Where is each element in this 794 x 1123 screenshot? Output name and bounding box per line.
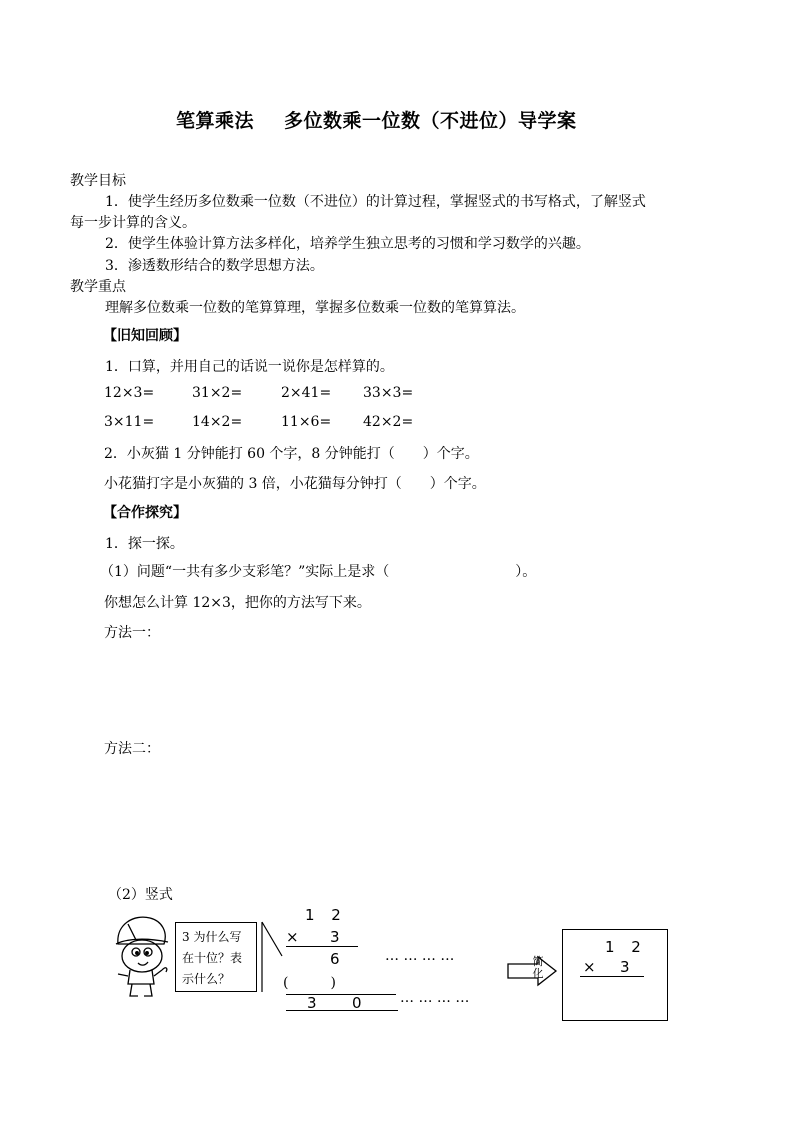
question-bubble: 3 为什么写在十位？表示什么？ bbox=[175, 922, 257, 992]
simplified-top-number: 1 2 bbox=[605, 938, 647, 956]
title-part2: 多位数乘一位数（不进位）导学案 bbox=[284, 110, 577, 132]
partial-product-paren: ( ) bbox=[283, 975, 336, 991]
pointer-line bbox=[260, 920, 284, 996]
vertical-multiplier: 3 bbox=[330, 928, 340, 946]
review-question-3: 小花猫打字是小灰猫的 3 倍，小花猫每分钟打（ ）个字。 bbox=[104, 476, 486, 492]
vertical-divider-1 bbox=[286, 946, 358, 947]
vertical-divider-3 bbox=[286, 1010, 398, 1011]
review-question-1: 1．口算，并用自己的话说一说你是怎样算的。 bbox=[105, 359, 394, 375]
oral-math-item: 2×41= bbox=[281, 385, 332, 401]
simplify-label: 简化 bbox=[532, 955, 544, 980]
goal-item-2: 2．使学生体验计算方法多样化，培养学生独立思考的习惯和学习数学的兴趣。 bbox=[105, 236, 590, 252]
simplified-multiplier: 3 bbox=[620, 958, 630, 976]
oral-math-item: 12×3= bbox=[104, 385, 155, 401]
oral-math-item: 42×2= bbox=[363, 414, 414, 430]
ellipsis-row-2: … … … … bbox=[400, 990, 470, 1006]
oral-math-item: 31×2= bbox=[192, 385, 243, 401]
ellipsis-row-1: … … … … bbox=[385, 948, 455, 964]
oral-math-item: 11×6= bbox=[281, 414, 332, 430]
review-heading: 【旧知回顾】 bbox=[103, 328, 187, 344]
explore-think: 你想怎么计算 12×3，把你的方法写下来。 bbox=[104, 595, 371, 611]
partial-product-2-tens: 3 bbox=[307, 994, 317, 1012]
page-title bbox=[176, 106, 577, 133]
partial-product-1: 6 bbox=[330, 950, 340, 968]
method-two-label: 方法二： bbox=[104, 741, 160, 757]
goal-item-1-line1: 1．使学生经历多位数乘一位数（不进位）的计算过程，掌握竖式的书写格式，了解竖式 bbox=[105, 194, 646, 210]
explore-sub-1: （1）问题“一共有多少支彩笔？”实际上是求（ ）。 bbox=[100, 564, 537, 580]
oral-math-item: 14×2= bbox=[192, 414, 243, 430]
review-question-2: 2．小灰猫 1 分钟能打 60 个字，8 分钟能打（ ）个字。 bbox=[104, 446, 479, 462]
cartoon-boy-illustration bbox=[108, 910, 174, 1000]
explore-question-1: 1．探一探。 bbox=[105, 536, 184, 552]
method-one-label: 方法一： bbox=[104, 625, 160, 641]
explore-sub-2: （2）竖式 bbox=[108, 887, 173, 903]
title-part1: 笔算乘法 bbox=[176, 110, 255, 132]
goal-item-3: 3．渗透数形结合的数学思想方法。 bbox=[105, 258, 324, 274]
times-sign: × bbox=[286, 928, 299, 946]
focus-heading: 教学重点 bbox=[70, 279, 126, 295]
explore-heading: 【合作探究】 bbox=[103, 505, 187, 521]
oral-math-item: 33×3= bbox=[363, 385, 414, 401]
vertical-top-number: 1 2 bbox=[305, 906, 347, 924]
simplified-divider bbox=[580, 976, 644, 977]
goal-item-1-line2: 每一步计算的含义。 bbox=[70, 215, 196, 231]
goals-heading: 教学目标 bbox=[70, 173, 126, 189]
oral-math-item: 3×11= bbox=[104, 414, 155, 430]
focus-text: 理解多位数乘一位数的笔算算理，掌握多位数乘一位数的笔算算法。 bbox=[105, 300, 525, 316]
simplified-times-sign: × bbox=[583, 958, 596, 976]
vertical-divider-2 bbox=[286, 994, 396, 995]
partial-product-2-ones: 0 bbox=[352, 994, 362, 1012]
